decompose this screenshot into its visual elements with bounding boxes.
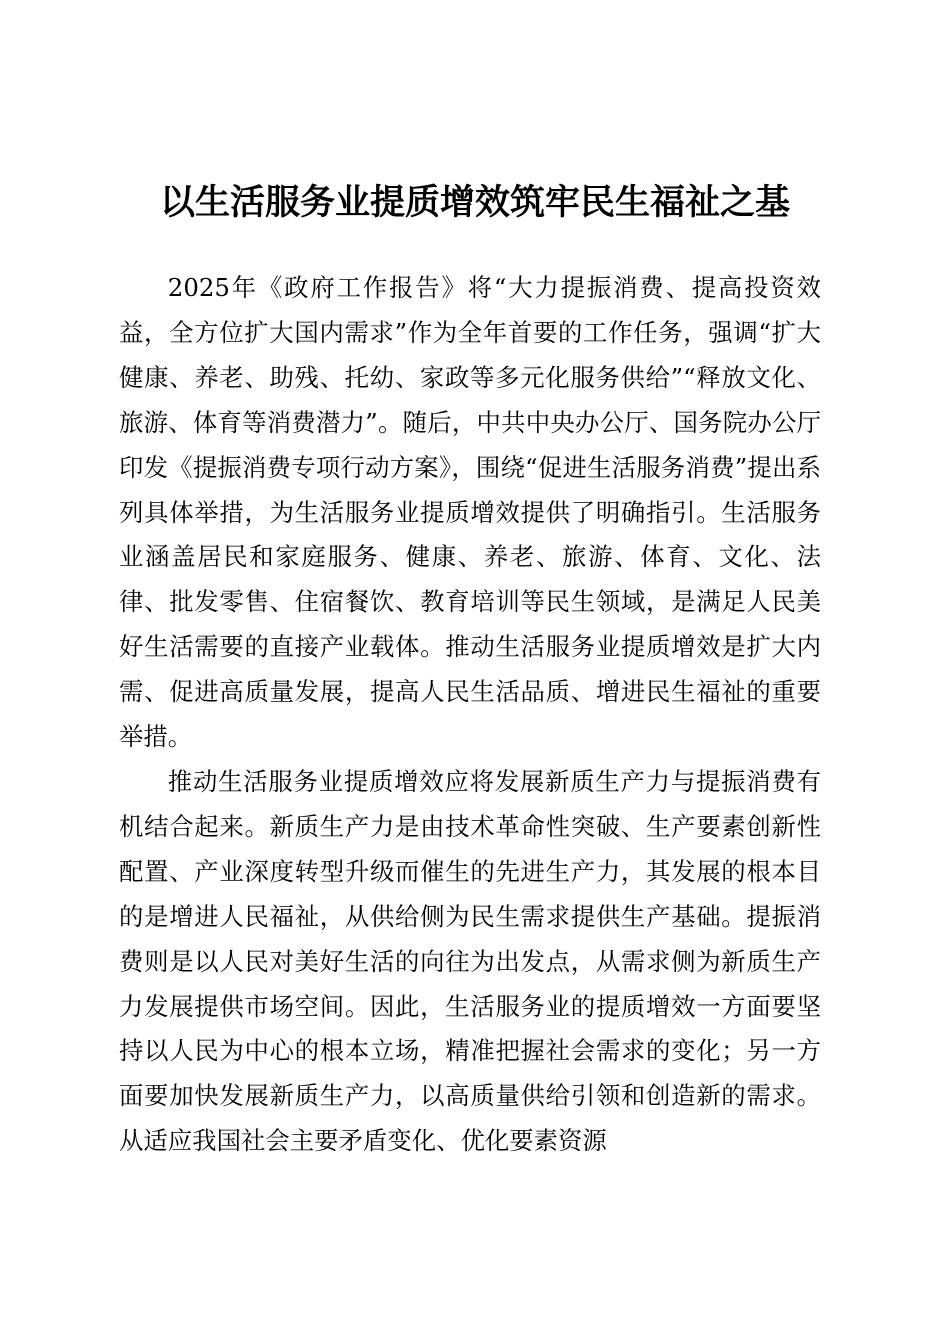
document-title: 以生活服务业提质增效筑牢民生福祉之基 [159, 182, 790, 223]
paragraph-1: 2025年《政府工作报告》将“大力提振消费、提高投资效益，全方位扩大国内需求”作为全年首要的工作任务，强调“扩大健康、养老、助残、托幼、家政等多元化服务供给”“释放文化、旅游、体育等消费潜力”。随后，中共中央办公厅、国务院办公厅印发《提振消费专项行动方案》，围绕“促进生活服务消费”提出系列具体举措，为生活服务业提质增效提供了明确指引。生活服务业涵盖居民和家庭服务、健康、养老、旅游、体育、文化、法律、批发零售、住宿餐饮、教育培训等民生领域，是满足人民美好生活需要的直接产业载体。推动生活服务业提质增效是扩大内需、促进高质量发展，提高人民生活品质、增进民生福祉的重要举措。 [119, 273, 821, 752]
paragraph-2: 推动生活服务业提质增效应将发展新质生产力与提振消费有机结合起来。新质生产力是由技术革命性突破、生产要素创新性配置、产业深度转型升级而催生的先进生产力，其发展的根本目的是增进人民福祉，从供给侧为民生需求提供生产基础。提振消费则是以人民对美好生活的向往为出发点，从需求侧为新质生产力发展提供市场空间。因此，生活服务业的提质增效一方面要坚持以人民为中心的根本立场，精准把握社会需求的变化；另一方面要加快发展新质生产力，以高质量供给引领和创造新的需求。从适应我国社会主要矛盾变化、优化要素资源 [119, 766, 821, 1156]
document-body [119, 266, 821, 1164]
